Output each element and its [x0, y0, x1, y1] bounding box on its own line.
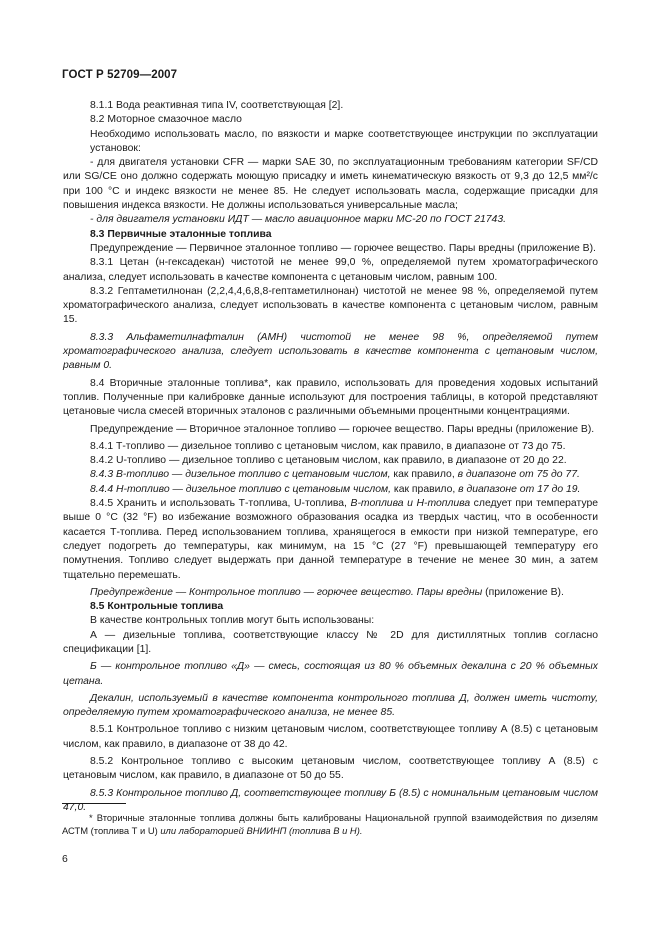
warning-primary-text: Предупреждение — Первичное эталонное топливо — горючее вещество. Пары вредны (приложение В). [90, 242, 596, 254]
footnote-separator [62, 803, 126, 804]
footnote [62, 811, 598, 837]
warning-control [90, 586, 598, 600]
para-8-5-2 [63, 755, 598, 784]
para-8-3-2-text: 8.3.2 Гептаметилнонан (2,2,4,4,6,8,8-гептаметилнонан) чистотой не менее 98 %, определяемой путем хроматографического анализа, следует использовать в качестве компонента с цетановым числом, равным 15. [63, 285, 598, 326]
document-header: ГОСТ Р 52709—2007 [62, 69, 178, 81]
warning-secondary [63, 423, 598, 437]
page-number: 6 [62, 854, 68, 865]
para-8-4-4 [90, 483, 598, 497]
para-8-4-1: 8.4.1 Т-топливо — дизельное топливо с цетановым числом, как правило, в диапазоне от 73 до 75. [90, 440, 566, 452]
para-idt-oil: - для двигателя установки ИДТ — масло авиационное марки МС-20 по ГОСТ 21743. [90, 214, 506, 226]
para-8-4-5-a: 8.4.5 Хранить и использовать Т-топлива, U-топлива, [90, 498, 351, 510]
para-8-3-1 [63, 256, 598, 285]
warning-control-a: Предупреждение — Контрольное топливо — горючее вещество. Пары вредны [90, 586, 483, 598]
para-8-3-1-text: 8.3.1 Цетан (н-гексадекан) чистотой не менее 99,0 %, определяемой путем хроматографического анализа, следует использовать в качестве компонента с цетановым числом, равным 100. [63, 257, 598, 283]
para-control-a [63, 629, 598, 658]
footnote-text-b: или лабораторией ВНИИНП (топлива В и Н). [160, 825, 363, 836]
para-8-1-1: 8.1.1 Вода реактивная типа IV, соответствующая [2]. [90, 100, 344, 111]
para-8-3-3-text: 8.3.3 Альфаметилнафталин (АМН) чистотой не менее 98 %, определяемой путем хроматографического анализа, следует использовать в качестве компонента с цетановым числом, равным 0. [63, 331, 598, 372]
para-8-3-2 [63, 285, 598, 328]
para-8-4-5-c: следует при температуре выше 0 °C (32 °F) во избежание возможного образования осадка из твердых частиц, что в особенности касается Т-топлива. Перед использованием топлива, хранящегося в емкости при низкой температуре, его следует подогреть до температуры, как минимум, на 15 °C (27 °F) превышающей температуру его помутнения. Топливо следует выдержать при данной температуре в течение не менее 30 мин, а затем тщательно перемешать. [63, 498, 598, 581]
para-8-4-4-a: 8.4.4 Н-топливо — дизельное топливо с цетановым числом, [90, 483, 392, 495]
para-8-4-5 [63, 497, 598, 583]
heading-8-5: 8.5 Контрольные топлива [90, 601, 224, 613]
para-8-4-4-c: в диапазоне от 17 до 19. [458, 483, 581, 495]
para-control-b-text: Б — контрольное топливо «Д» — смесь, состоящая из 80 % объемных декалина с 20 % объемных цетана. [63, 661, 598, 687]
para-cfr-oil-text: - для двигателя установки CFR — марки SAE 30, по эксплуатационным требованиям категории SF/CD или SG/CE оно должно содержать моющую присадку и иметь кинематическую вязкость от 9,3 до 12,5 мм²/с при 100 °C и индекс вязкости не менее 85. Не следует использовать масла, содержащие присадки для повышения индекса вязкости. Не должны использоваться универсальные масла; [63, 157, 598, 212]
para-oil-requirement [90, 128, 598, 157]
para-8-4-5-b: В-топлива и Н-топлива [350, 498, 471, 510]
para-8-5-1 [63, 723, 598, 752]
para-control-b [63, 660, 598, 689]
warning-primary [63, 242, 598, 256]
para-8-4-3-a: 8.4.3 В-топливо — дизельное топливо с цетановым числом, [90, 469, 391, 481]
para-8-4-3 [90, 468, 598, 482]
para-oil-requirement-text: Необходимо использовать масло, по вязкости и марке соответствующее инструкции по эксплуатации установок: [90, 128, 598, 154]
para-decalin [63, 692, 598, 721]
para-8-3-3 [63, 331, 598, 374]
para-control-intro: В качестве контрольных топлив могут быть использованы: [90, 615, 375, 627]
para-8-5-3-text: 8.5.3 Контрольное топливо Д, соответствующее топливу Б (8.5) с номинальным цетановым числом 47,0. [63, 787, 598, 813]
para-8-4-3-c: в диапазоне от 75 до 77. [457, 469, 580, 481]
para-8-4-2: 8.4.2 U-топливо — дизельное топливо с цетановым числом, как правило, в диапазоне от 20 до 22. [90, 455, 567, 467]
para-decalin-text: Декалин, используемый в качестве компонента контрольного топлива Д, должен иметь чистоту, определяемую путем хроматографического анализа, не менее 85. [63, 692, 598, 719]
footnote-text-a: * Вторичные эталонные топлива должны быть калиброваны Национальной группой взаимодействия по дизелям АСТМ (топлива Т и U) [62, 812, 598, 836]
para-cfr-oil [63, 156, 598, 213]
para-8-5-1-text: 8.5.1 Контрольное топливо с низким цетановым числом, соответствующее топливу А (8.5) с цетановым числом, как правило, в диапазоне от 38 до 42. [63, 724, 598, 750]
para-8-4 [63, 377, 598, 420]
para-8-4-text: 8.4 Вторичные эталонные топлива*, как правило, использовать для проведения ходовых испытаний топлив. Полученные при калибровке данные используют для построения таблицы, в которой представляют цетановые числа смесей вторичных эталонов с различными объемными процентными концентрациями. [63, 377, 598, 418]
para-8-5-2-text: 8.5.2 Контрольное топливо с высоким цетановым числом, соответствующее топливу А (8.5) с цетановым числом, как правило, в диапазоне от 50 до 55. [63, 756, 598, 782]
heading-8-3: 8.3 Первичные эталонные топлива [90, 228, 272, 240]
document-body [63, 99, 598, 815]
para-control-a-text: А — дизельные топлива, соответствующие классу № 2D для дистиллятных топлив согласно спецификации [1]. [63, 629, 598, 655]
warning-secondary-text: Предупреждение — Вторичное эталонное топливо — горючее вещество. Пары вредны (приложение В). [90, 423, 595, 435]
para-8-4-4-b: как правило, [391, 483, 459, 495]
heading-8-2: 8.2 Моторное смазочное масло [90, 114, 242, 126]
warning-control-b: (приложение В). [482, 586, 564, 598]
para-8-4-3-b: как правило, [390, 469, 458, 481]
